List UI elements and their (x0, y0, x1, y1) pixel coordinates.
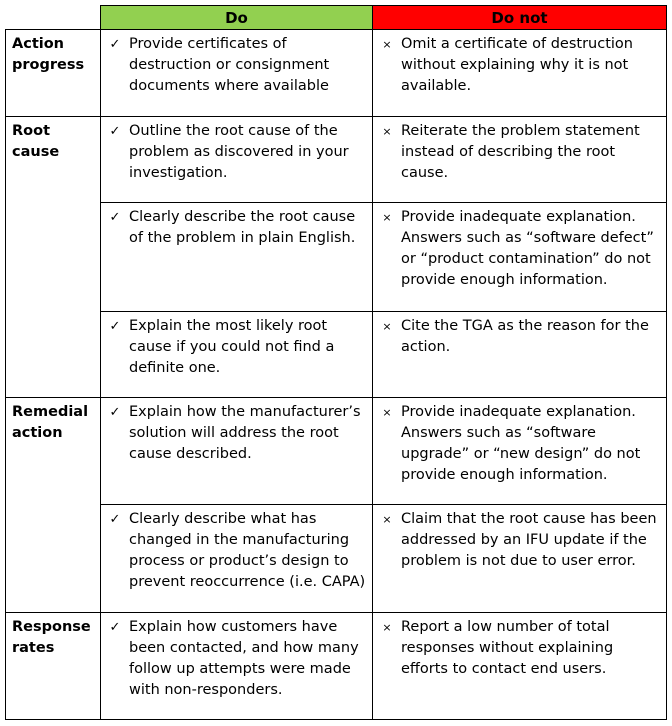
do-not-text: Claim that the root cause has been addressed by an IFU update if the problem is not due to user error. (401, 511, 657, 569)
do-not-text: Reiterate the problem statement instead of describing the root cause. (401, 123, 640, 181)
header-do-not: Do not (373, 6, 667, 30)
check-icon: ✓ (109, 620, 121, 635)
check-icon: ✓ (109, 512, 121, 527)
cross-icon: × (382, 125, 392, 138)
do-cell (101, 613, 373, 720)
do-not-cell (373, 505, 667, 613)
cross-icon: × (382, 621, 392, 634)
check-icon: ✓ (109, 210, 121, 225)
do-cell (101, 398, 373, 505)
category-action-progress: Action progress (6, 30, 101, 117)
header-empty-cell (6, 6, 101, 30)
cross-icon: × (382, 320, 392, 333)
header-do: Do (101, 6, 373, 30)
do-not-cell (373, 613, 667, 720)
do-text: Explain the most likely root cause if you could not find a definite one. (129, 318, 335, 376)
do-not-cell (373, 398, 667, 505)
cross-icon: × (382, 211, 392, 224)
check-icon: ✓ (109, 124, 121, 139)
do-not-text: Cite the TGA as the reason for the action. (401, 318, 649, 355)
do-text: Provide certificates of destruction or consignment documents where available (129, 36, 330, 94)
category-response-rates: Response rates (6, 613, 101, 720)
table-row (6, 203, 667, 312)
category-remedial-action: Remedial action (6, 398, 101, 613)
header-row (6, 6, 667, 30)
category-root-cause: Root cause (6, 117, 101, 398)
check-icon: ✓ (109, 405, 121, 420)
check-icon: ✓ (109, 319, 121, 334)
do-not-cell (373, 117, 667, 203)
do-cell (101, 117, 373, 203)
do-not-text: Omit a certificate of destruction without explaining why it is not available. (401, 36, 633, 94)
do-dont-table (5, 5, 667, 720)
table-row (6, 30, 667, 117)
do-text: Clearly describe what has changed in the manufacturing process or product’s design to prevent reoccurrence (i.e. CAPA) (129, 511, 366, 590)
do-not-cell (373, 312, 667, 398)
table-row (6, 613, 667, 720)
do-text: Explain how customers have been contacted, and how many follow up attempts were made with non-responders. (129, 619, 359, 698)
cross-icon: × (382, 513, 392, 526)
check-icon: ✓ (109, 37, 121, 52)
table-row (6, 505, 667, 613)
table-row (6, 398, 667, 505)
do-cell (101, 203, 373, 312)
cross-icon: × (382, 38, 392, 51)
do-not-cell (373, 203, 667, 312)
do-not-cell (373, 30, 667, 117)
do-cell (101, 505, 373, 613)
do-not-text: Provide inadequate explanation. Answers such as “software upgrade” or “new design” do not provide enough information. (401, 404, 641, 483)
do-not-text: Report a low number of total responses without explaining efforts to contact end users. (401, 619, 614, 677)
do-text: Clearly describe the root cause of the problem in plain English. (129, 209, 356, 246)
table-row (6, 117, 667, 203)
do-text: Explain how the manufacturer’s solution will address the root cause described. (129, 404, 361, 462)
cross-icon: × (382, 406, 392, 419)
do-text: Outline the root cause of the problem as discovered in your investigation. (129, 123, 349, 181)
do-not-text: Provide inadequate explanation. Answers such as “software defect” or “product contamination” do not provide enough information. (401, 209, 654, 288)
do-cell (101, 30, 373, 117)
table-row (6, 312, 667, 398)
do-cell (101, 312, 373, 398)
